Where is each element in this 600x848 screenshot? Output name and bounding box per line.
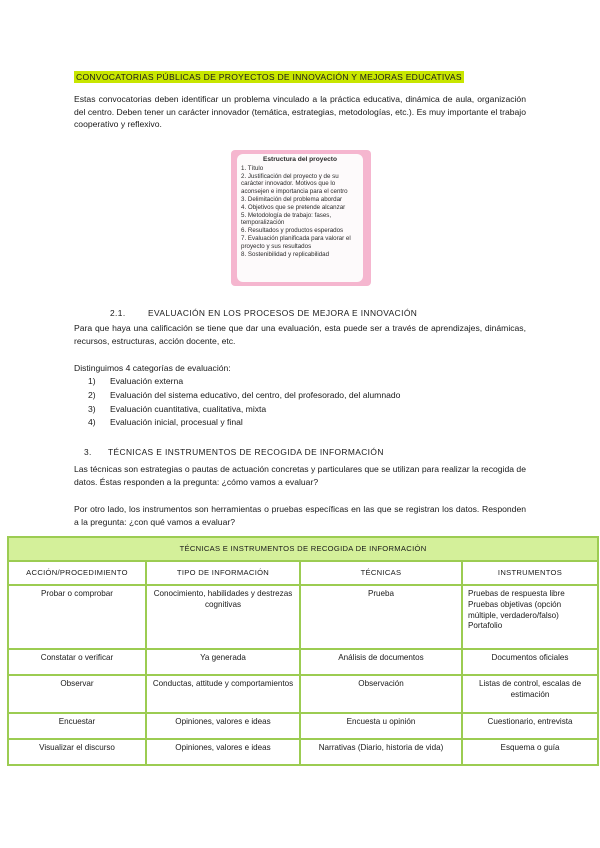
- figure-line: 3. Delimitación del problema abordar: [241, 195, 343, 203]
- table-cell: Narrativas (Diario, historia de vida): [300, 739, 462, 765]
- table-cell: Cuestionario, entrevista: [462, 713, 598, 739]
- table-cell: Encuesta u opinión: [300, 713, 462, 739]
- list-item: 2) Evaluación del sistema educativo, del centro, del profesorado, del alumnado: [88, 389, 401, 400]
- techniques-table: [7, 536, 599, 766]
- project-structure-figure: [231, 150, 371, 286]
- instruments-paragraph: Por otro lado, los instrumentos son herramientas o pruebas específicas en las que se registran los datos. Responden a la pregunta: ¿con qué vamos a evaluar?: [74, 504, 526, 527]
- categories-intro: Distinguimos 4 categorías de evaluación:: [74, 363, 231, 373]
- table-cell: Esquema o guía: [462, 739, 598, 765]
- table-cell: Encuestar: [8, 713, 146, 739]
- column-header: TIPO DE INFORMACIÓN: [146, 561, 300, 585]
- figure-line: 7. Evaluación planificada para valorar el proyecto y sus resultados: [241, 234, 351, 250]
- table-cell: Prueba: [300, 585, 462, 649]
- table-cell: Observación: [300, 675, 462, 713]
- table-cell: Observar: [8, 675, 146, 713]
- column-header: ACCIÓN/PROCEDIMIENTO: [8, 561, 146, 585]
- table-cell: Ya generada: [146, 649, 300, 675]
- figure-card: [237, 154, 363, 282]
- column-header: INSTRUMENTOS: [462, 561, 598, 585]
- table-cell: Constatar o verificar: [8, 649, 146, 675]
- table-row: [8, 675, 598, 713]
- section-number: 2.1.: [110, 308, 126, 318]
- figure-line: 1. Título: [241, 164, 264, 172]
- list-item: 1) Evaluación externa: [88, 376, 184, 386]
- document-title: CONVOCATORIAS PÚBLICAS DE PROYECTOS DE INNOVACIÓN Y MEJORAS EDUCATIVAS: [76, 72, 462, 82]
- table-cell: Conocimiento, habilidades y destrezas cognitivas: [146, 585, 300, 649]
- figure-line: 4. Objetivos que se pretende alcanzar: [241, 203, 346, 211]
- figure-line: 8. Sostenibilidad y replicabilidad: [241, 250, 330, 258]
- table-cell: Opiniones, valores e ideas: [146, 713, 300, 739]
- table-cell: Análisis de documentos: [300, 649, 462, 675]
- table-cell: Listas de control, escalas de estimación: [462, 675, 598, 713]
- table-caption: TÉCNICAS E INSTRUMENTOS DE RECOGIDA DE INFORMACIÓN: [8, 537, 598, 561]
- section-heading-evaluacion: [110, 308, 417, 318]
- evaluation-paragraph: Para que haya una calificación se tiene que dar una evaluación, esta puede ser a través de aprendizajes, dinámicas, recursos, estructuras, acción docente, etc.: [74, 323, 526, 346]
- intro-paragraph: Estas convocatorias deben identificar un problema vinculado a la práctica educativa, dinámica de aula, organización del centro. Deben tener un carácter innovador (temática, estrategias, metodologías, etc.). Es muy importante el trabajo cooperativo y reflexivo.: [74, 94, 526, 130]
- table-row: [8, 713, 598, 739]
- table-row: [8, 649, 598, 675]
- table-row: [8, 739, 598, 765]
- list-item: 4) Evaluación inicial, procesual y final: [88, 417, 243, 428]
- techniques-paragraph: Las técnicas son estrategias o pautas de actuación concretas y particulares que se utilizan para realizar la recogida de datos. Éstas responden a la pregunta: ¿cómo vamos a evaluar?: [74, 464, 526, 487]
- section-number: 3.: [84, 447, 92, 457]
- figure-title: Estructura del proyecto: [262, 156, 337, 163]
- evaluation-categories-list: [88, 375, 400, 430]
- list-item: 3) Evaluación cuantitativa, cualitativa, mixta: [88, 403, 267, 414]
- column-header: TÉCNICAS: [300, 561, 462, 585]
- table-cell: Conductas, attitude y comportamientos: [146, 675, 300, 713]
- table-row: [8, 585, 598, 649]
- section-title: TÉCNICAS E INSTRUMENTOS DE RECOGIDA DE INFORMACIÓN: [108, 447, 384, 457]
- table-cell: Visualizar el discurso: [8, 739, 146, 765]
- section-title: EVALUACIÓN EN LOS PROCESOS DE MEJORA E INNOVACIÓN: [148, 308, 418, 318]
- table-cell: Pruebas de respuesta libre Pruebas objetivas (opción múltiple, verdadero/falso) Portafolio: [462, 585, 598, 649]
- figure-line: 6. Resultados y productos esperados: [241, 227, 344, 235]
- table-cell: Documentos oficiales: [462, 649, 598, 675]
- figure-line: 2. Justificación del proyecto y de su carácter innovador. Motivos que lo aconsejen e importancia para el centro: [241, 172, 348, 196]
- table-cell: Opiniones, valores e ideas: [146, 739, 300, 765]
- section-heading-tecnicas: [84, 447, 384, 457]
- figure-line: 5. Metodología de trabajo: fases, temporalización: [241, 211, 332, 227]
- table-cell: Probar o comprobar: [8, 585, 146, 649]
